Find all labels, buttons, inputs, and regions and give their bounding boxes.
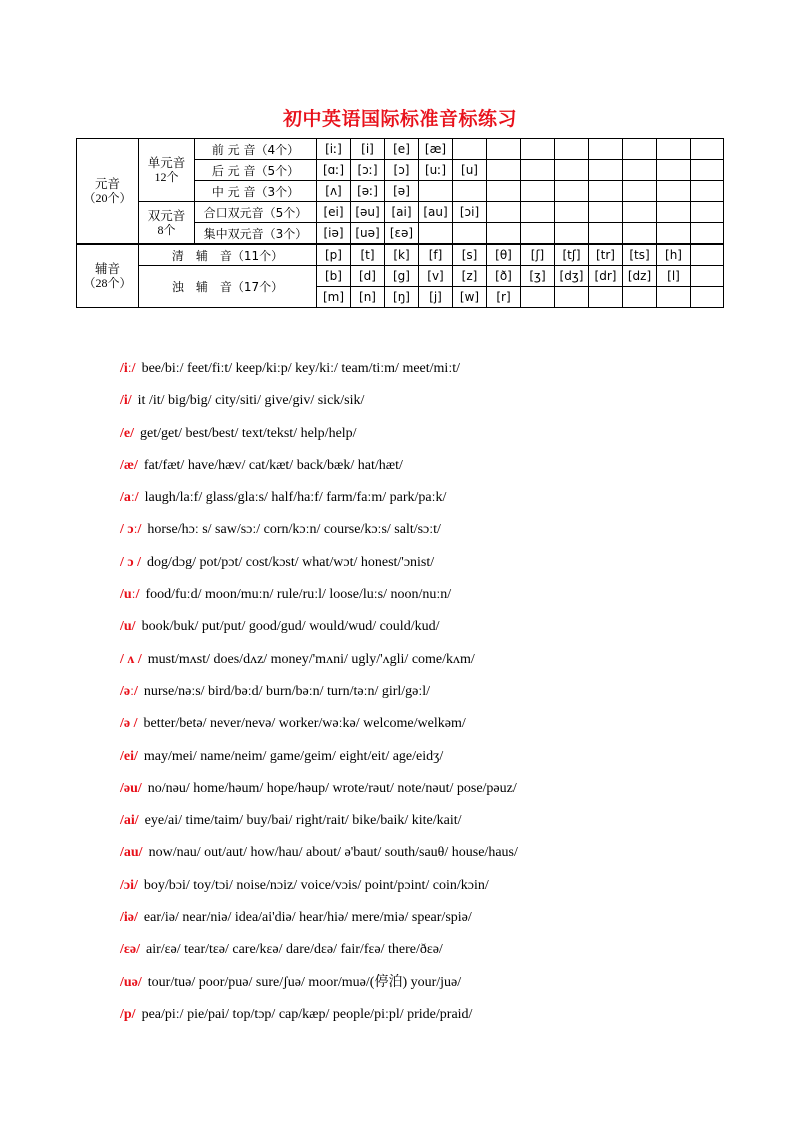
symbol-cell: [b] xyxy=(317,266,351,287)
symbol-cell: [ʒ] xyxy=(521,266,555,287)
practice-list xyxy=(120,358,760,1036)
practice-line xyxy=(120,584,760,616)
front-vowels-label: 前 元 音（4个） xyxy=(195,139,317,160)
symbol-cell: [ə] xyxy=(385,181,419,202)
page-title: 初中英语国际标准音标练习 xyxy=(282,108,517,130)
phoneme-symbol: /əu/ xyxy=(120,780,142,796)
central-vowels-label: 中 元 音（3个） xyxy=(195,181,317,202)
practice-line xyxy=(120,810,760,842)
phoneme-symbol: / ɔː/ xyxy=(120,522,142,538)
symbol-cell: [j] xyxy=(419,287,453,308)
example-words: laugh/laːf/ glass/glaːs/ half/haːf/ farm/faːm/ park/paːk/ xyxy=(144,490,447,506)
phoneme-symbol: /iː/ xyxy=(120,361,136,376)
symbol-cell xyxy=(453,223,487,245)
symbol-cell xyxy=(521,181,555,202)
phoneme-symbol: /i/ xyxy=(120,393,132,409)
symbol-cell: [iː] xyxy=(317,139,351,160)
monophthong-category: 单元音 12个 xyxy=(139,139,195,202)
symbol-cell: [ŋ] xyxy=(385,287,419,308)
symbol-cell xyxy=(453,139,487,160)
phoneme-symbol: / ʌ / xyxy=(120,651,142,667)
symbol-cell xyxy=(521,223,555,245)
symbol-cell: [ai] xyxy=(385,202,419,223)
example-words: nurse/nəːs/ bird/bəːd/ burn/bəːn/ turn/təːn/ girl/gəːl/ xyxy=(143,683,431,699)
example-words: book/buk/ put/put/ good/gud/ would/wud/ could/kud/ xyxy=(141,619,440,635)
practice-line xyxy=(120,1004,760,1036)
symbol-cell xyxy=(657,160,691,181)
symbol-cell: [t] xyxy=(351,244,385,266)
symbol-cell: [əu] xyxy=(351,202,385,223)
symbol-cell xyxy=(691,139,724,160)
symbol-cell xyxy=(623,160,657,181)
phoneme-symbol: /ai/ xyxy=(120,813,139,829)
symbol-cell: [ɔː] xyxy=(351,160,385,181)
symbol-cell xyxy=(487,160,521,181)
practice-line xyxy=(120,713,760,745)
symbol-cell: [f] xyxy=(419,244,453,266)
phoneme-symbol: /e/ xyxy=(120,425,134,441)
symbol-cell xyxy=(657,202,691,223)
practice-line xyxy=(120,746,760,778)
symbol-cell: [l] xyxy=(657,266,691,287)
example-words: ear/iə/ near/niə/ idea/ai'diə/ hear/hiə/ mere/miə/ spear/spiə/ xyxy=(143,910,472,926)
symbol-cell xyxy=(657,139,691,160)
practice-line xyxy=(120,487,760,519)
symbol-cell: [ʃ] xyxy=(521,244,555,266)
symbol-cell: [p] xyxy=(317,244,351,266)
symbol-cell: [w] xyxy=(453,287,487,308)
voiceless-consonants-label: 清 辅 音（11个） xyxy=(139,244,317,266)
symbol-cell: [dr] xyxy=(589,266,623,287)
symbol-cell xyxy=(691,266,724,287)
example-words: it /it/ big/big/ city/siti/ give/giv/ sick/sik/ xyxy=(137,393,365,409)
example-words: eye/ai/ time/taim/ buy/bai/ right/rait/ bike/baik/ kite/kait/ xyxy=(144,813,462,829)
symbol-cell: [v] xyxy=(419,266,453,287)
example-words: food/fuːd/ moon/muːn/ rule/ruːl/ loose/luːs/ noon/nuːn/ xyxy=(145,587,452,603)
symbol-cell xyxy=(623,181,657,202)
symbol-cell: [ɔi] xyxy=(453,202,487,223)
row-front-vowels xyxy=(77,139,724,160)
example-words: air/εə/ tear/tεə/ care/kεə/ dare/dεə/ fair/fεə/ there/ðεə/ xyxy=(145,942,443,958)
symbol-cell: [g] xyxy=(385,266,419,287)
symbol-cell xyxy=(623,139,657,160)
symbol-cell: [u] xyxy=(453,160,487,181)
symbol-cell xyxy=(691,160,724,181)
practice-line xyxy=(120,358,760,390)
symbol-cell: [e] xyxy=(385,139,419,160)
example-words: must/mʌst/ does/dʌz/ money/'mʌni/ ugly/'ʌgli/ come/kʌm/ xyxy=(147,651,475,667)
voiced-consonants-label: 浊 辅 音（17个） xyxy=(139,266,317,308)
symbol-cell: [ɔ] xyxy=(385,160,419,181)
consonants-category: 辅音 （28个） xyxy=(77,244,139,308)
phoneme-symbol: /u/ xyxy=(120,619,136,635)
practice-line xyxy=(120,390,760,422)
symbol-cell xyxy=(419,181,453,202)
example-words: no/nəu/ home/həum/ hope/həup/ wrote/rəut/ note/nəut/ pose/pəuz/ xyxy=(147,780,517,796)
row-voiceless-consonants xyxy=(77,244,724,266)
example-words: tour/tuə/ poor/puə/ sure/ʃuə/ moor/muə/(停泊) your/juə/ xyxy=(147,974,462,990)
symbol-cell: [əː] xyxy=(351,181,385,202)
symbol-cell: [k] xyxy=(385,244,419,266)
symbol-cell xyxy=(589,223,623,245)
symbol-cell xyxy=(555,160,589,181)
symbol-cell: [h] xyxy=(657,244,691,266)
symbol-cell: [i] xyxy=(351,139,385,160)
example-words: boy/bɔi/ toy/tɔi/ noise/nɔiz/ voice/vɔis/ point/pɔint/ coin/kɔin/ xyxy=(143,877,489,893)
practice-line xyxy=(120,423,760,455)
symbol-cell: [ʌ] xyxy=(317,181,351,202)
symbol-cell xyxy=(589,202,623,223)
symbol-cell xyxy=(453,181,487,202)
symbol-cell xyxy=(657,287,691,308)
symbol-cell: [ð] xyxy=(487,266,521,287)
example-words: now/nau/ out/aut/ how/hau/ about/ ə'baut/ south/sauθ/ house/haus/ xyxy=(148,845,518,861)
symbol-cell xyxy=(521,139,555,160)
symbol-cell: [εə] xyxy=(385,223,419,245)
example-words: horse/hɔː s/ saw/sɔː/ corn/kɔːn/ course/kɔːs/ salt/sɔːt/ xyxy=(147,522,441,538)
symbol-cell: [ɑː] xyxy=(317,160,351,181)
symbol-cell xyxy=(521,160,555,181)
practice-line xyxy=(120,972,760,1004)
symbol-cell: [tr] xyxy=(589,244,623,266)
symbol-cell: [dʒ] xyxy=(555,266,589,287)
symbol-cell xyxy=(657,223,691,245)
symbol-cell xyxy=(589,181,623,202)
phoneme-symbol: /iə/ xyxy=(120,910,138,926)
symbol-cell: [n] xyxy=(351,287,385,308)
phoneme-symbol: /uə/ xyxy=(120,974,142,990)
symbol-cell: [m] xyxy=(317,287,351,308)
example-words: pea/piː/ pie/pai/ top/tɔp/ cap/kæp/ people/piːpl/ pride/praid/ xyxy=(141,1006,473,1022)
symbol-cell xyxy=(623,287,657,308)
symbol-cell xyxy=(487,223,521,245)
vowels-category: 元音 （20个） xyxy=(77,139,139,245)
symbol-cell xyxy=(555,202,589,223)
symbol-cell xyxy=(555,139,589,160)
practice-line xyxy=(120,681,760,713)
practice-line xyxy=(120,875,760,907)
symbol-cell xyxy=(555,287,589,308)
phoneme-symbol: /ə / xyxy=(120,716,138,732)
phoneme-symbol: /ɔi/ xyxy=(120,877,138,893)
phoneme-symbol: /au/ xyxy=(120,845,143,861)
symbol-cell xyxy=(589,287,623,308)
phoneme-symbol: / ɔ / xyxy=(120,554,141,570)
symbol-cell: [s] xyxy=(453,244,487,266)
symbol-cell xyxy=(589,160,623,181)
practice-line xyxy=(120,939,760,971)
symbol-cell xyxy=(623,223,657,245)
symbol-cell xyxy=(589,139,623,160)
symbol-cell: [iə] xyxy=(317,223,351,245)
symbol-cell xyxy=(691,244,724,266)
practice-line xyxy=(120,907,760,939)
symbol-cell xyxy=(691,223,724,245)
symbol-cell xyxy=(521,202,555,223)
phoneme-symbol: /aː/ xyxy=(120,490,139,506)
symbol-cell: [uə] xyxy=(351,223,385,245)
symbol-cell xyxy=(487,202,521,223)
symbol-cell xyxy=(657,181,691,202)
phonetic-chart-table xyxy=(76,138,724,308)
symbol-cell: [dz] xyxy=(623,266,657,287)
example-words: may/mei/ name/neim/ game/geim/ eight/eit/ age/eidʒ/ xyxy=(143,748,444,764)
row-voiced-consonants-1 xyxy=(77,266,724,287)
closing-diphthongs-label: 合口双元音（5个） xyxy=(195,202,317,223)
phoneme-symbol: /εə/ xyxy=(120,942,140,958)
back-vowels-label: 后 元 音（5个） xyxy=(195,160,317,181)
symbol-cell xyxy=(691,181,724,202)
symbol-cell xyxy=(555,223,589,245)
symbol-cell: [uː] xyxy=(419,160,453,181)
symbol-cell xyxy=(521,287,555,308)
symbol-cell xyxy=(691,287,724,308)
phoneme-symbol: /æ/ xyxy=(120,457,138,473)
centering-diphthongs-label: 集中双元音（3个） xyxy=(195,223,317,245)
symbol-cell: [z] xyxy=(453,266,487,287)
practice-line xyxy=(120,649,760,681)
example-words: dog/dɔg/ pot/pɔt/ cost/kɔst/ what/wɔt/ honest/'ɔnist/ xyxy=(147,554,435,570)
symbol-cell: [æ] xyxy=(419,139,453,160)
phoneme-symbol: /p/ xyxy=(120,1006,136,1022)
example-words: fat/fæt/ have/hæv/ cat/kæt/ back/bæk/ hat/hæt/ xyxy=(143,457,403,473)
row-closing-diphthongs xyxy=(77,202,724,223)
symbol-cell xyxy=(623,202,657,223)
symbol-cell: [tʃ] xyxy=(555,244,589,266)
symbol-cell: [ei] xyxy=(317,202,351,223)
phoneme-symbol: /əː/ xyxy=(120,683,138,699)
practice-line xyxy=(120,455,760,487)
symbol-cell xyxy=(487,139,521,160)
symbol-cell: [ts] xyxy=(623,244,657,266)
example-words: bee/biː/ feet/fiːt/ keep/kiːp/ key/kiː/ team/tiːm/ meet/miːt/ xyxy=(141,361,460,376)
symbol-cell: [r] xyxy=(487,287,521,308)
symbol-cell: [θ] xyxy=(487,244,521,266)
practice-line xyxy=(120,616,760,648)
diphthong-category: 双元音 8个 xyxy=(139,202,195,245)
practice-line xyxy=(120,778,760,810)
symbol-cell xyxy=(419,223,453,245)
symbol-cell: [au] xyxy=(419,202,453,223)
symbol-cell xyxy=(691,202,724,223)
example-words: better/betə/ never/nevə/ worker/wəːkə/ welcome/welkəm/ xyxy=(143,716,466,732)
symbol-cell xyxy=(487,181,521,202)
example-words: get/get/ best/best/ text/tekst/ help/help/ xyxy=(140,425,357,441)
phoneme-symbol: /ei/ xyxy=(120,748,138,764)
symbol-cell: [d] xyxy=(351,266,385,287)
symbol-cell xyxy=(555,181,589,202)
practice-line xyxy=(120,552,760,584)
practice-line xyxy=(120,842,760,874)
practice-line xyxy=(120,519,760,551)
phoneme-symbol: /uː/ xyxy=(120,587,140,603)
